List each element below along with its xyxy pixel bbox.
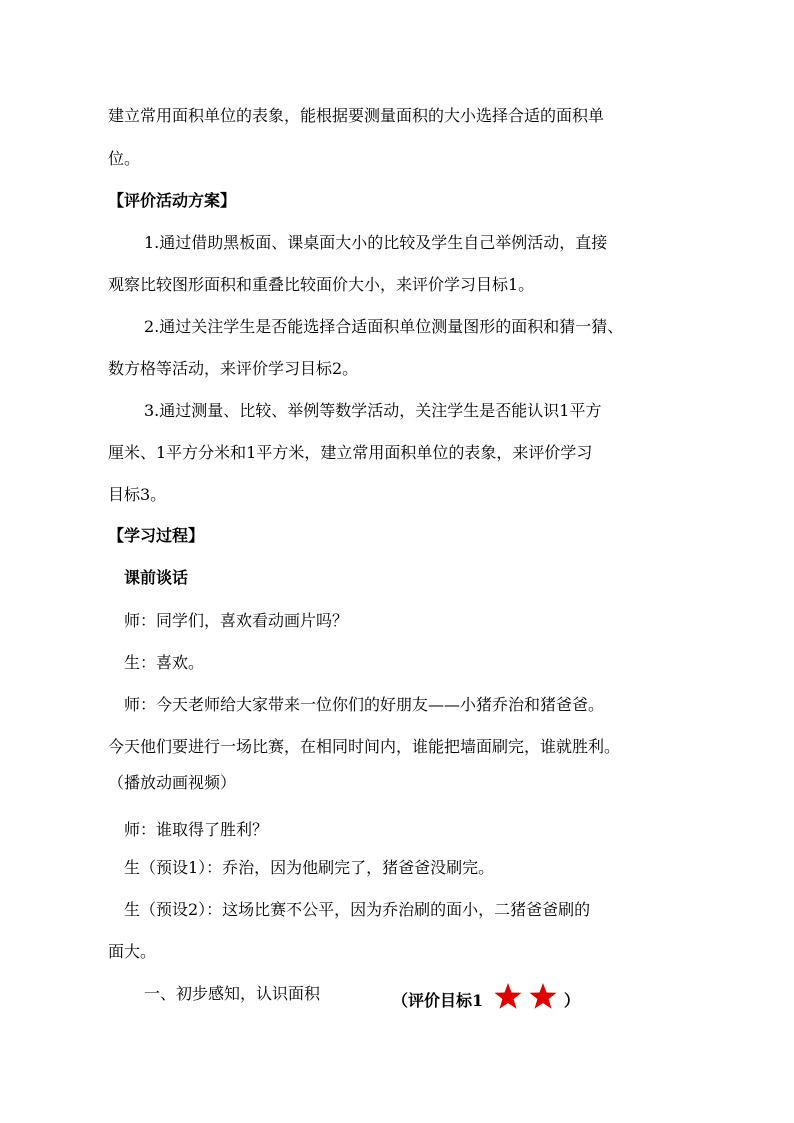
eval-item-3-line-3: 目标3。 bbox=[108, 485, 167, 504]
star-rating bbox=[493, 982, 559, 1017]
dialogue-line-3c: （播放动画视频） bbox=[108, 773, 237, 792]
dialogue-line-6a: 生（预设2）：这场比赛不公平，因为乔治刷的面小，二猪爸爸刷的 bbox=[124, 900, 591, 919]
star-icon bbox=[528, 982, 558, 1010]
eval-item-3-line-2: 厘米、1平方分米和1平方米，建立常用面积单位的表象，来评价学习 bbox=[108, 443, 593, 462]
section-1-eval bbox=[392, 982, 580, 1017]
eval-item-2-line-1: 2.通过关注学生是否能选择合适面积单位测量图形的面积和猜一猜、 bbox=[144, 317, 624, 336]
process-subheading: 课前谈话 bbox=[124, 568, 189, 587]
dialogue-line-3b: 今天他们要进行一场比赛，在相同时间内，谁能把墙面刷完，谁就胜利。 bbox=[108, 737, 621, 756]
dialogue-line-2: 生：喜欢。 bbox=[124, 653, 205, 672]
intro-line-2: 位。 bbox=[108, 149, 141, 168]
eval-item-2-line-2: 数方格等活动，来评价学习目标2。 bbox=[108, 359, 359, 378]
dialogue-line-1: 师：同学们，喜欢看动画片吗？ bbox=[124, 611, 349, 630]
eval-item-1-line-2: 观察比较图形面积和重叠比较面价大小，来评价学习目标1。 bbox=[108, 275, 535, 294]
dialogue-line-4: 师：谁取得了胜利？ bbox=[124, 820, 269, 839]
star-icon bbox=[493, 982, 523, 1010]
dialogue-line-5: 生（预设1）：乔治，因为他刷完了，猪爸爸没刷完。 bbox=[124, 858, 495, 877]
section-1-title: 一、初步感知，认识面积 bbox=[144, 984, 321, 1003]
eval-item-1-line-1: 1.通过借助黑板面、课桌面大小的比较及学生自己举例活动，直接 bbox=[144, 233, 608, 252]
eval-item-3-line-1: 3.通过测量、比较、举例等数学活动，关注学生是否能认识1平方 bbox=[144, 401, 602, 420]
dialogue-line-3a: 师：今天老师给大家带来一位你们的好朋友——小猪乔治和猪爸爸。 bbox=[124, 695, 605, 714]
eval-plan-heading: 【评价活动方案】 bbox=[108, 191, 237, 210]
section-1-eval-open: （评价目标1 bbox=[392, 991, 484, 1010]
intro-line-1: 建立常用面积单位的表象，能根据要测量面积的大小选择合适的面积单 bbox=[108, 106, 605, 125]
section-1-eval-close: ） bbox=[563, 991, 580, 1010]
dialogue-line-6b: 面大。 bbox=[108, 942, 157, 961]
process-heading: 【学习过程】 bbox=[108, 526, 205, 545]
